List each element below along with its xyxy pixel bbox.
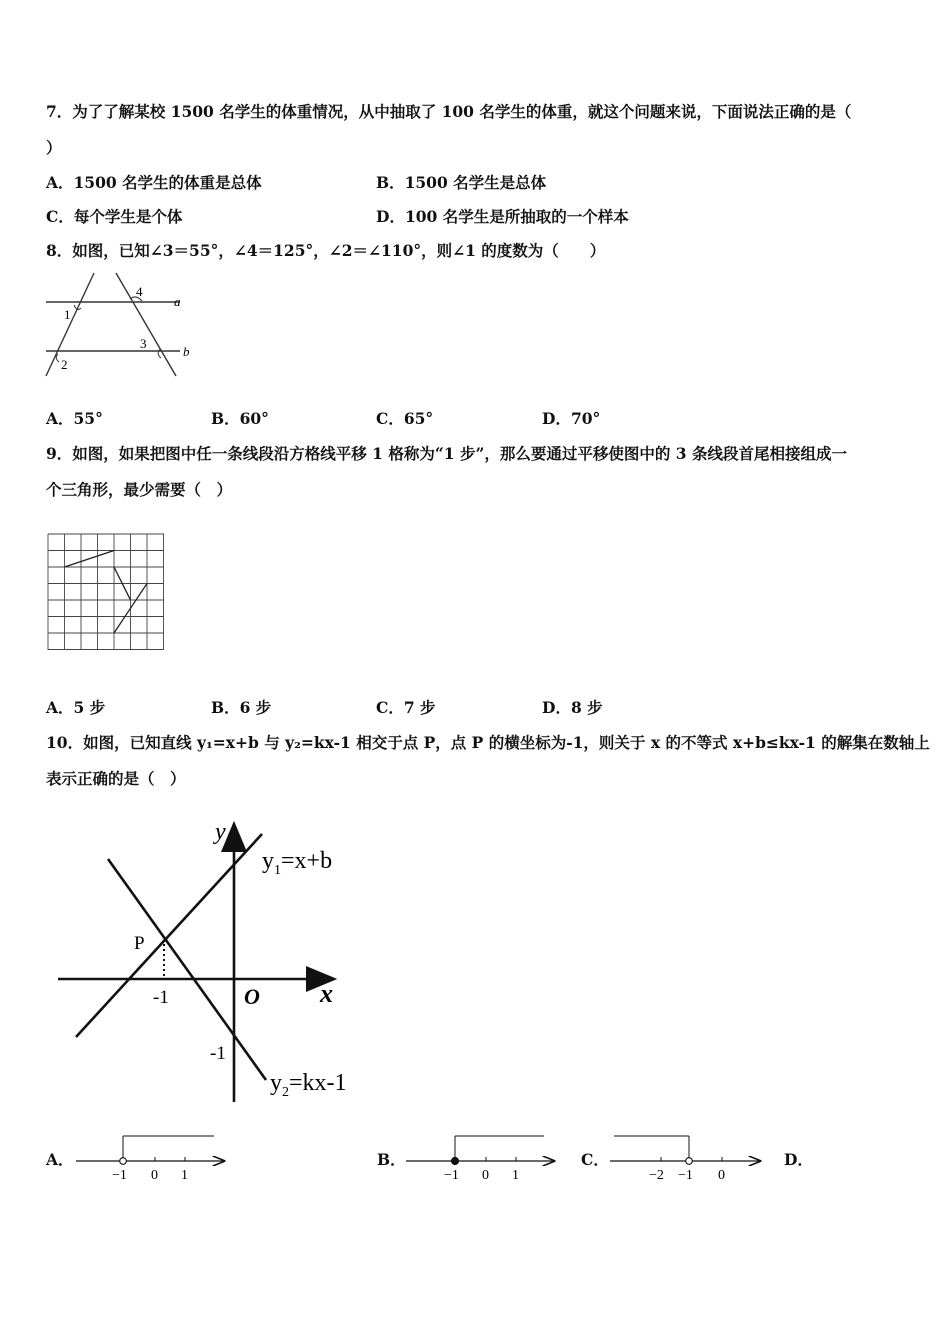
angle1-label: 1: [64, 307, 71, 322]
q7-stem-line1: 7．为了了解某校 1500 名学生的体重情况，从中抽取了 100 名学生的体重，就这个问题来说，下面说法正确的是（: [46, 102, 852, 121]
svg-text:−1: −1: [112, 1168, 127, 1182]
svg-text:−1: −1: [678, 1168, 693, 1182]
svg-text:0: 0: [482, 1168, 489, 1182]
q9-option-c[interactable]: C．7 步: [376, 698, 436, 717]
q10-option-d-label[interactable]: D．: [784, 1150, 813, 1169]
q7-option-d[interactable]: D．100 名学生是所抽取的一个样本: [376, 207, 629, 226]
open-circle: [686, 1158, 693, 1165]
q9-stem-line1: 9．如图，如果把图中任一条线段沿方格线平移 1 格称为“1 步”，那么要通过平移使图中的 3 条线段首尾相接组成一: [46, 444, 847, 463]
line-a-label: a: [174, 294, 181, 309]
line-b-label: b: [183, 344, 190, 359]
transversal-right: [116, 273, 176, 376]
line-y2-label: $y_2=kx-1$: [270, 1070, 347, 1100]
q9-stem-line2: 个三角形，最少需要（ ）: [46, 480, 233, 499]
q7-option-a[interactable]: A．1500 名学生的体重是总体: [46, 173, 262, 192]
svg-text:1: 1: [512, 1168, 519, 1182]
y-tick-label: -1: [210, 1043, 226, 1064]
q10-option-b-numberline[interactable]: [404, 1130, 560, 1182]
point-p-label: P: [134, 933, 145, 954]
svg-text:−1: −1: [444, 1168, 459, 1182]
q10-coordinate-figure: [50, 812, 370, 1104]
q7-stem-line2: ）: [46, 138, 62, 157]
q8-stem: 8．如图，已知∠3＝55°，∠4＝125°，∠2＝∠110°，则∠1 的度数为（ ）: [46, 241, 606, 260]
transversal-left: [46, 273, 94, 376]
q7-option-b[interactable]: B．1500 名学生是总体: [376, 173, 547, 192]
x-axis-label: x: [320, 979, 333, 1008]
q10-stem-line2: 表示正确的是（ ）: [46, 769, 186, 788]
angle3-label: 3: [140, 336, 147, 351]
open-circle: [120, 1158, 127, 1165]
q9-option-a[interactable]: A．5 步: [46, 698, 106, 717]
line-y2: [108, 859, 266, 1080]
line-y1-label: $y_1=x+b$: [262, 848, 333, 878]
origin-label: O: [244, 984, 260, 1009]
q9-grid-figure: [46, 532, 168, 654]
q8-option-a[interactable]: A．55°: [46, 409, 103, 428]
angle4-label: 4: [136, 284, 143, 299]
q8-parallel-lines-figure: [44, 270, 204, 382]
y-axis-label: y: [215, 819, 226, 845]
svg-text:0: 0: [718, 1168, 725, 1182]
x-tick-label: -1: [153, 987, 169, 1008]
q10-stem-line1: 10．如图，已知直线 y₁=x+b 与 y₂=kx-1 相交于点 P，点 P 的横坐标为-1，则关于 x 的不等式 x+b≤kx-1 的解集在数轴上: [46, 733, 930, 752]
q9-option-d[interactable]: D．8 步: [542, 698, 603, 717]
q10-option-b-label[interactable]: B．: [377, 1150, 406, 1169]
q8-option-b[interactable]: B．60°: [211, 409, 269, 428]
svg-text:1: 1: [181, 1168, 188, 1182]
filled-circle: [451, 1157, 458, 1164]
q10-option-c-numberline[interactable]: [608, 1130, 766, 1182]
q10-option-a-numberline[interactable]: [74, 1130, 230, 1182]
angle2-label: 2: [61, 357, 68, 372]
svg-text:0: 0: [151, 1168, 158, 1182]
q8-option-c[interactable]: C．65°: [376, 409, 434, 428]
angle2-arc: [56, 354, 59, 362]
q10-option-a-label[interactable]: A．: [46, 1150, 74, 1169]
q7-option-c[interactable]: C．每个学生是个体: [46, 207, 183, 226]
svg-text:−2: −2: [649, 1168, 664, 1182]
q10-option-c-label[interactable]: C．: [581, 1150, 609, 1169]
q8-option-d[interactable]: D．70°: [542, 409, 601, 428]
q9-option-b[interactable]: B．6 步: [211, 698, 272, 717]
segment-1: [65, 551, 115, 568]
